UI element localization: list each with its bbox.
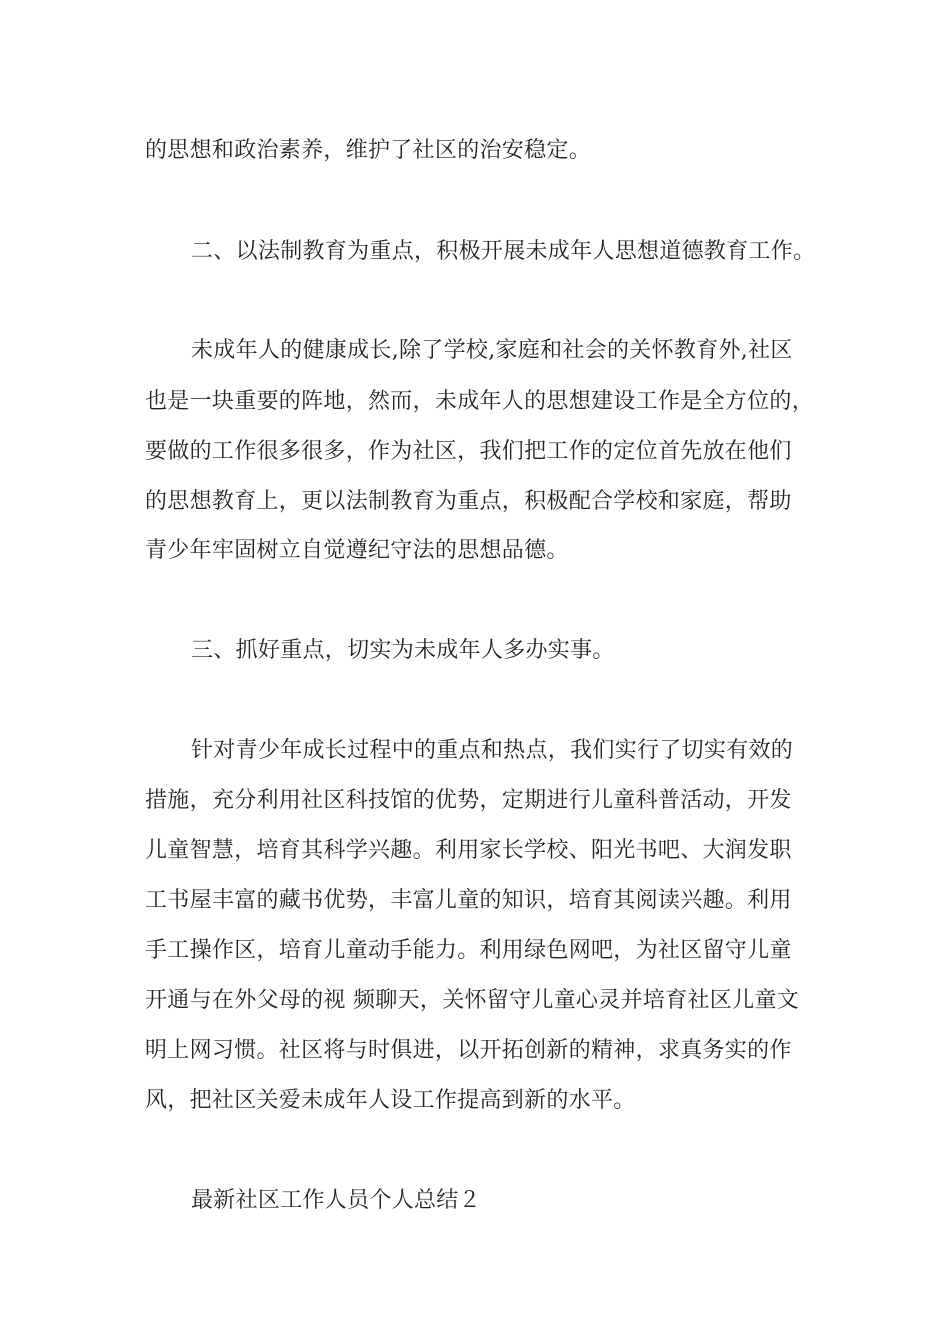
text-line-4: 也是一块重要的阵地，然而，未成年人的思想建设工作是全方位的， xyxy=(145,389,815,414)
text-line-10: 措施，充分利用社区科技馆的优势，定期进行儿童科普活动，开发 xyxy=(145,788,792,813)
text-line-14: 开通与在外父母的视 频聊天，关怀留守儿童心灵并培育社区儿童文 xyxy=(145,988,799,1013)
text-line-11: 儿童智慧，培育其科学兴趣。利用家长学校、阳光书吧、大润发职 xyxy=(145,838,792,863)
section-heading-3: 三、抓好重点，切实为未成年人多办实事。 xyxy=(191,638,615,663)
text-line-16: 风，把社区关爱未成年人设工作提高到新的水平。 xyxy=(145,1088,636,1113)
text-line-6: 的思想教育上，更以法制教育为重点，积极配合学校和家庭，帮助 xyxy=(145,489,792,514)
text-line-9: 针对青少年成长过程中的重点和热点，我们实行了切实有效的 xyxy=(191,738,794,763)
text-line-12: 工书屋丰富的藏书优势，丰富儿童的知识，培育其阅读兴趣。利用 xyxy=(145,888,792,913)
text-line-3: 未成年人的健康成长,除了学校,家庭和社会的关怀教育外,社区 xyxy=(191,338,793,363)
section-title-summary-2: 最新社区工作人员个人总结２ xyxy=(191,1188,481,1213)
text-line-13: 手工操作区，培育儿童动手能力。利用绿色网吧，为社区留守儿童 xyxy=(145,938,792,963)
text-line-5: 要做的工作很多很多，作为社区，我们把工作的定位首先放在他们 xyxy=(145,439,792,464)
section-heading-2: 二、以法制教育为重点，积极开展未成年人思想道德教育工作。 xyxy=(191,239,816,264)
text-line-15: 明上网习惯。社区将与时俱进，以开拓创新的精神，求真务实的作 xyxy=(145,1038,792,1063)
text-line-7: 青少年牢固树立自觉遵纪守法的思想品德。 xyxy=(145,538,569,563)
text-line-1: 的思想和政治素养，维护了社区的治安稳定。 xyxy=(145,138,592,163)
